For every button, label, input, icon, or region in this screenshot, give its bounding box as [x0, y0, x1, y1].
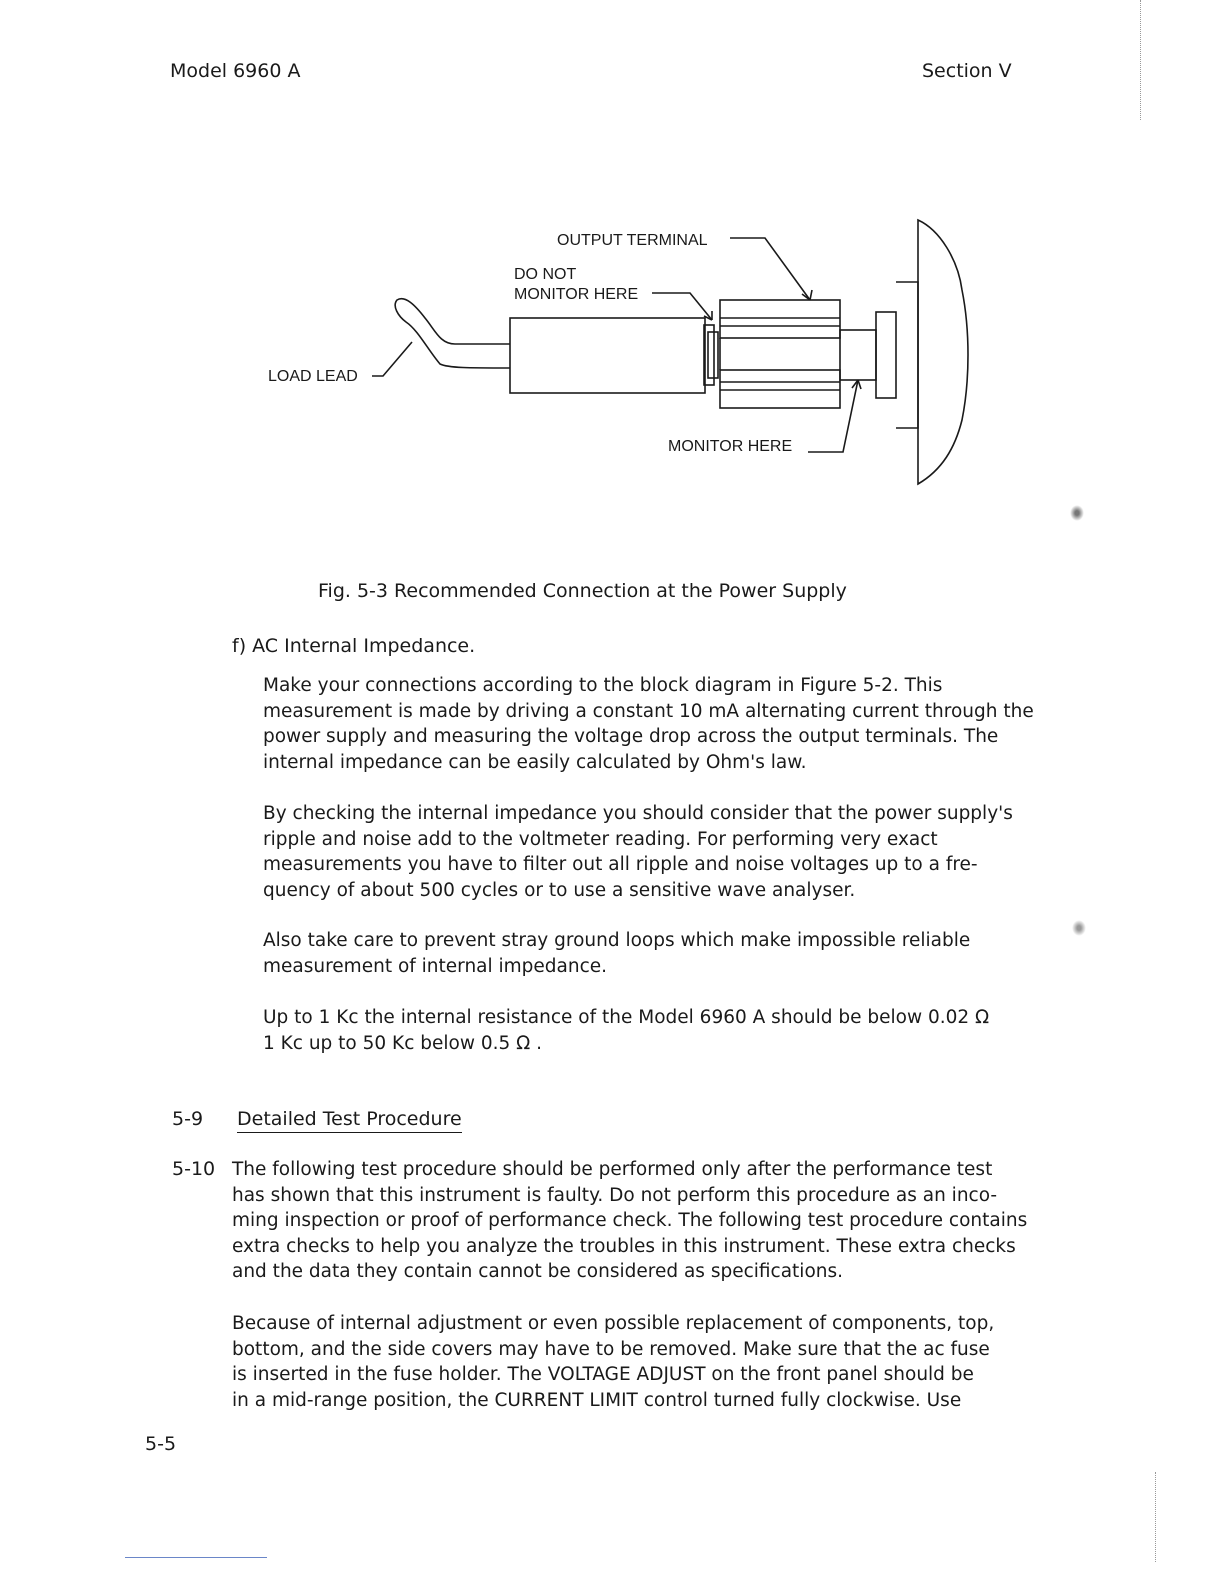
- page-number: 5-5: [145, 1433, 177, 1455]
- scan-edge-line: [125, 1557, 267, 1558]
- front-panel: [918, 220, 968, 484]
- section-5-9-number: 5-9: [172, 1108, 204, 1130]
- label-load-lead: LOAD LEAD: [268, 368, 358, 385]
- scan-speck: [1072, 920, 1086, 936]
- leader-load-lead: [372, 342, 412, 376]
- lug-body: [510, 318, 705, 393]
- leader-output-terminal: [730, 238, 810, 300]
- paragraph-ripple: By checking the internal impedance you should consider that the power supply's ripple and noise add to the voltmeter reading. For performing very exact measurements you have to filter out all ripple and noise voltages up to a fre- quency of about 500 cycles or to use a sensitive wave analyser.: [263, 803, 1013, 901]
- leader-do-not-monitor: [652, 293, 712, 320]
- paragraph-connections: Make your connections according to the block diagram in Figure 5-2. This measurement is made by driving a constant 10 mA alternating current through the power supply and measuring the voltage drop across the output terminals. The internal impedance can be easily calculated by Ohm's law.: [263, 675, 1034, 773]
- header-model: Model 6960 A: [170, 60, 301, 82]
- paragraph-ground-loops: Also take care to prevent stray ground loops which make impossible reliable measurement of internal impedance.: [263, 930, 971, 977]
- paragraph-test-procedure: The following test procedure should be performed only after the performance test has shown that this instrument is faulty. Do not perform this procedure as an inco- ming inspection or proof of performance check. The following test procedure contains extra checks to help you analyze the troubles in this instrument. These extra checks and the data they contain cannot be considered as specifications.: [232, 1159, 1028, 1283]
- terminal-plate-top: [720, 300, 840, 338]
- label-monitor-here: MONITOR HERE: [668, 438, 793, 455]
- figure-caption: Fig. 5-3 Recommended Connection at the Power Supply: [318, 580, 847, 602]
- scan-edge-top-right: [1140, 0, 1142, 120]
- scan-speck: [1070, 505, 1084, 521]
- paragraph-covers: Because of internal adjustment or even possible replacement of components, top, bottom, and the side covers may have to be removed. Make sure that the ac fuse is inserted in the fuse holder. The VOLTAGE ADJUST on the front panel should be in a mid-range position, the CURRENT LIMIT control turned fully clockwise. Use: [232, 1313, 995, 1411]
- label-do-not: DO NOT: [514, 266, 577, 283]
- terminal-stud: [840, 330, 876, 380]
- terminal-plate-bottom: [720, 370, 840, 408]
- label-output-terminal: OUTPUT TERMINAL: [557, 232, 708, 249]
- section-5-10-number: 5-10: [172, 1158, 216, 1180]
- load-lead-cable: [395, 299, 510, 368]
- section-5-9-title: Detailed Test Procedure: [237, 1108, 462, 1133]
- paragraph-resistance: Up to 1 Kc the internal resistance of the Model 6960 A should be below 0.02 Ω 1 Kc up to 50 Kc below 0.5 Ω .: [263, 1007, 990, 1054]
- scan-edge-bottom-right: [1155, 1472, 1157, 1562]
- label-monitor-here-top: MONITOR HERE: [514, 286, 639, 303]
- subsection-title: f) AC Internal Impedance.: [232, 635, 476, 657]
- header-section: Section V: [922, 60, 1012, 82]
